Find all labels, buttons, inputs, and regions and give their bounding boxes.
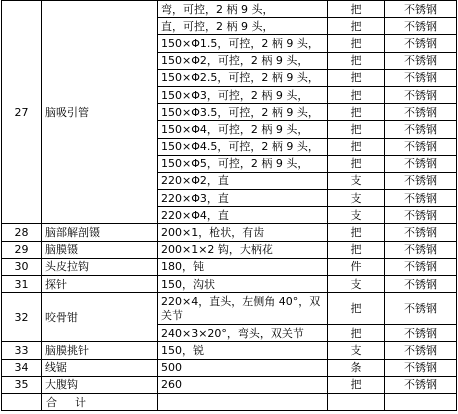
table-row — [2, 224, 457, 241]
item-unit: 把 — [328, 52, 385, 69]
item-material: 不锈钢 — [385, 18, 457, 35]
item-material: 不锈钢 — [385, 293, 457, 325]
total-label-left: 合 — [46, 395, 57, 409]
item-number: 30 — [2, 258, 42, 275]
item-material: 不锈钢 — [385, 69, 457, 86]
item-name: 线锯 — [42, 359, 158, 376]
item-number: 28 — [2, 224, 42, 241]
item-unit: 把 — [328, 241, 385, 258]
item-spec: 150×Φ4，可控，2 柄 9 头， — [158, 121, 328, 138]
item-spec: 220×4，直头，左侧角 40°，双关节 — [158, 293, 328, 325]
item-spec: 220×Φ3，直 — [158, 190, 328, 207]
item-spec: 150×Φ3.5，可控，2 柄 9 头， — [158, 104, 328, 121]
item-number: 32 — [2, 293, 42, 342]
item-material: 不锈钢 — [385, 52, 457, 69]
item-spec: 直，可控，2 柄 9 头， — [158, 18, 328, 35]
item-spec: 150×Φ3，可控，2 柄 9 头， — [158, 86, 328, 103]
item-material: 不锈钢 — [385, 155, 457, 172]
total-row — [2, 393, 457, 410]
item-material: 不锈钢 — [385, 1, 457, 18]
item-spec: 200×1，枪状，有齿 — [158, 224, 328, 241]
item-material: 不锈钢 — [385, 207, 457, 224]
item-unit: 把 — [328, 293, 385, 325]
table-row — [2, 241, 457, 258]
table-row — [2, 359, 457, 376]
instrument-table-body — [2, 1, 457, 411]
item-spec: 150×Φ2.5，可控，2 柄 9 头， — [158, 69, 328, 86]
total-empty-unit — [328, 393, 385, 410]
item-number: 29 — [2, 241, 42, 258]
item-unit: 把 — [328, 155, 385, 172]
item-spec: 150×Φ4.5，可控，2 柄 9 头， — [158, 138, 328, 155]
item-name: 脑膜镊 — [42, 241, 158, 258]
item-unit: 支 — [328, 276, 385, 293]
item-unit: 把 — [328, 121, 385, 138]
item-unit: 把 — [328, 104, 385, 121]
instrument-table — [1, 0, 457, 411]
item-unit: 把 — [328, 18, 385, 35]
item-number: 33 — [2, 342, 42, 359]
item-material: 不锈钢 — [385, 138, 457, 155]
item-unit: 把 — [328, 1, 385, 18]
item-material: 不锈钢 — [385, 104, 457, 121]
item-name: 头皮拉钩 — [42, 258, 158, 275]
item-unit: 把 — [328, 69, 385, 86]
item-number: 34 — [2, 359, 42, 376]
item-number: 27 — [2, 1, 42, 224]
table-row — [2, 342, 457, 359]
item-name: 脑膜挑针 — [42, 342, 158, 359]
item-material: 不锈钢 — [385, 224, 457, 241]
table-row — [2, 1, 457, 18]
item-unit: 把 — [328, 325, 385, 342]
item-material: 不锈钢 — [385, 359, 457, 376]
item-spec: 180，钝 — [158, 258, 328, 275]
item-unit: 把 — [328, 35, 385, 52]
item-spec: 500 — [158, 359, 328, 376]
item-material: 不锈钢 — [385, 342, 457, 359]
item-unit: 支 — [328, 190, 385, 207]
item-spec: 220×Φ4，直 — [158, 207, 328, 224]
table-row — [2, 276, 457, 293]
item-number: 31 — [2, 276, 42, 293]
total-empty-material — [385, 393, 457, 410]
item-unit: 件 — [328, 258, 385, 275]
item-material: 不锈钢 — [385, 121, 457, 138]
item-material: 不锈钢 — [385, 35, 457, 52]
item-unit: 把 — [328, 86, 385, 103]
item-material: 不锈钢 — [385, 241, 457, 258]
item-unit: 把 — [328, 138, 385, 155]
item-name: 咬骨钳 — [42, 293, 158, 342]
total-empty-spec — [158, 393, 328, 410]
item-number: 35 — [2, 376, 42, 393]
item-unit: 支 — [328, 172, 385, 189]
total-label — [42, 393, 158, 410]
table-row — [2, 376, 457, 393]
item-spec: 弯，可控，2 柄 9 头， — [158, 1, 328, 18]
table-row — [2, 258, 457, 275]
item-material: 不锈钢 — [385, 86, 457, 103]
item-spec: 220×Φ2，直 — [158, 172, 328, 189]
table-row — [2, 293, 457, 325]
total-label-right: 计 — [75, 395, 86, 409]
item-spec: 260 — [158, 376, 328, 393]
item-name: 大腹钩 — [42, 376, 158, 393]
item-material: 不锈钢 — [385, 276, 457, 293]
item-spec: 240×3×20°，弯头，双关节 — [158, 325, 328, 342]
item-unit: 支 — [328, 342, 385, 359]
item-spec: 150，沟状 — [158, 276, 328, 293]
item-spec: 150×Φ1.5，可控，2 柄 9 头， — [158, 35, 328, 52]
item-unit: 把 — [328, 376, 385, 393]
item-spec: 200×1×2 钩，大柄花 — [158, 241, 328, 258]
item-material: 不锈钢 — [385, 172, 457, 189]
item-spec: 150×Φ2，可控，2 柄 9 头， — [158, 52, 328, 69]
item-material: 不锈钢 — [385, 376, 457, 393]
item-material: 不锈钢 — [385, 325, 457, 342]
item-name: 脑吸引管 — [42, 1, 158, 224]
item-material: 不锈钢 — [385, 258, 457, 275]
total-empty-no — [2, 393, 42, 410]
item-spec: 150×Φ5，可控，2 柄 9 头， — [158, 155, 328, 172]
instrument-table-sheet — [1, 0, 457, 411]
item-material: 不锈钢 — [385, 190, 457, 207]
item-unit: 把 — [328, 224, 385, 241]
item-name: 脑部解剖镊 — [42, 224, 158, 241]
item-unit: 支 — [328, 207, 385, 224]
item-unit: 条 — [328, 359, 385, 376]
item-name: 探针 — [42, 276, 158, 293]
item-spec: 150，锐 — [158, 342, 328, 359]
